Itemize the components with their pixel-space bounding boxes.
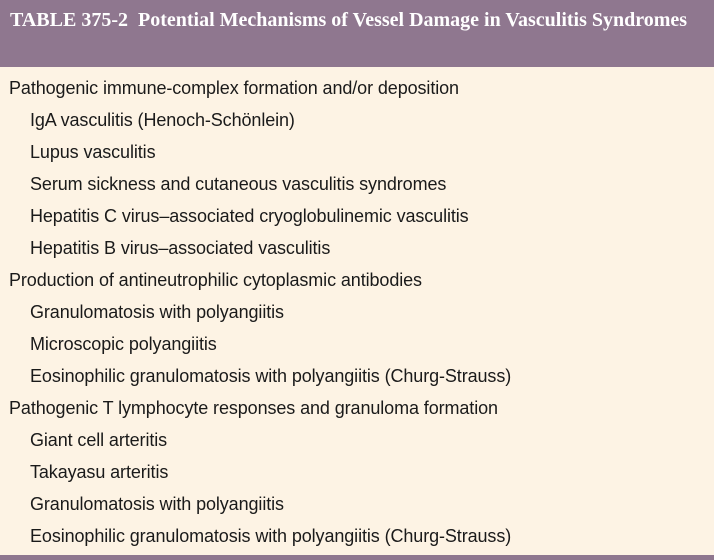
group-heading: Pathogenic T lymphocyte responses and granuloma formation xyxy=(9,398,498,418)
list-item: Eosinophilic granulomatosis with polyangiitis (Churg-Strauss) xyxy=(30,526,512,546)
list-item: Granulomatosis with polyangiitis xyxy=(30,302,284,322)
list-item: Takayasu arteritis xyxy=(30,462,169,482)
table-header xyxy=(0,0,714,67)
group-heading: Production of antineutrophilic cytoplasmic antibodies xyxy=(9,270,422,290)
list-item: Hepatitis C virus–associated cryoglobulinemic vasculitis xyxy=(30,206,469,226)
table-title: Potential Mechanisms of Vessel Damage in Vasculitis Syndromes xyxy=(137,9,688,31)
list-item: Granulomatosis with polyangiitis xyxy=(30,494,284,514)
list-item: IgA vasculitis (Henoch-Schönlein) xyxy=(30,110,295,130)
list-item: Eosinophilic granulomatosis with polyangiitis (Churg-Strauss) xyxy=(30,366,512,386)
list-item: Hepatitis B virus–associated vasculitis xyxy=(30,238,331,258)
list-item: Serum sickness and cutaneous vasculitis syndromes xyxy=(30,174,447,194)
group-heading: Pathogenic immune-complex formation and/or deposition xyxy=(9,78,459,98)
list-item: Microscopic polyangiitis xyxy=(30,334,217,354)
table-label: TABLE 375-2 xyxy=(10,9,128,31)
table-body xyxy=(0,67,714,552)
list-item: Giant cell arteritis xyxy=(30,430,168,450)
bottom-rule xyxy=(0,555,714,560)
list-item: Lupus vasculitis xyxy=(30,142,156,162)
